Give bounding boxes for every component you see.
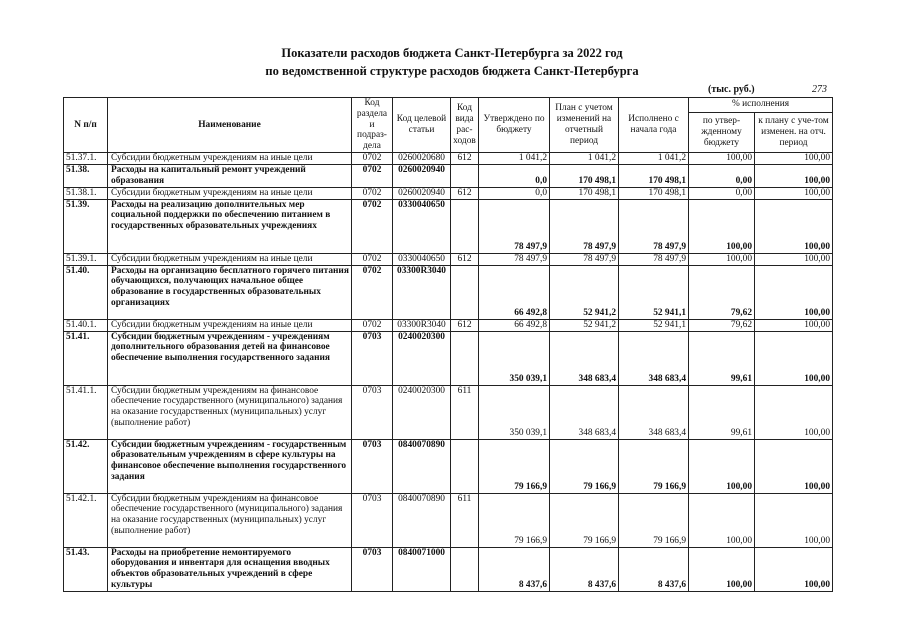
row-plan: 78 497,9 <box>550 253 619 265</box>
col-pct-plan-header: к плану с уче-том изменен. на отч. период <box>755 112 833 152</box>
row-pct-approved: 79,62 <box>689 319 755 331</box>
report-subtitle: по ведомственной структуре расходов бюджета Санкт-Петербурга <box>265 64 639 78</box>
row-target-code: 0240020300 <box>393 331 451 385</box>
row-plan: 78 497,9 <box>550 199 619 253</box>
row-approved: 0,0 <box>479 164 550 187</box>
row-executed: 1 041,2 <box>619 152 689 164</box>
row-pct-plan: 100,00 <box>755 439 833 493</box>
row-expense-code: 612 <box>451 152 479 164</box>
table-row <box>64 253 833 265</box>
row-section-code: 0702 <box>352 152 393 164</box>
row-plan: 79 166,9 <box>550 439 619 493</box>
row-name: Субсидии бюджетным учреждениям на иные цели <box>108 319 352 331</box>
row-approved: 79 166,9 <box>479 439 550 493</box>
row-expense-code: 612 <box>451 253 479 265</box>
row-expense-code: 612 <box>451 319 479 331</box>
row-number: 51.43. <box>64 547 108 591</box>
row-executed: 78 497,9 <box>619 199 689 253</box>
row-plan: 1 041,2 <box>550 152 619 164</box>
row-pct-plan: 100,00 <box>755 152 833 164</box>
col-num-header: N п/п <box>64 98 108 153</box>
row-plan: 348 683,4 <box>550 331 619 385</box>
row-number: 51.40.1. <box>64 319 108 331</box>
row-target-code: 0330040650 <box>393 253 451 265</box>
row-approved: 78 497,9 <box>479 253 550 265</box>
row-pct-plan: 100,00 <box>755 265 833 319</box>
row-section-code: 0702 <box>352 265 393 319</box>
row-number: 51.37.1. <box>64 152 108 164</box>
row-pct-approved: 79,62 <box>689 265 755 319</box>
row-plan: 52 941,2 <box>550 319 619 331</box>
row-pct-approved: 100,00 <box>689 152 755 164</box>
table-row <box>64 439 833 493</box>
col-percent-group-header: % исполнения <box>689 98 833 113</box>
row-expense-code <box>451 331 479 385</box>
row-plan: 52 941,2 <box>550 265 619 319</box>
row-name: Субсидии бюджетным учреждениям на иные цели <box>108 152 352 164</box>
page-number: 273 <box>812 84 827 95</box>
row-executed: 79 166,9 <box>619 493 689 547</box>
row-plan: 170 498,1 <box>550 164 619 187</box>
row-section-code: 0702 <box>352 319 393 331</box>
row-expense-code: 611 <box>451 385 479 439</box>
row-pct-approved: 99,61 <box>689 385 755 439</box>
row-pct-approved: 100,00 <box>689 547 755 591</box>
row-pct-approved: 0,00 <box>689 164 755 187</box>
row-plan: 348 683,4 <box>550 385 619 439</box>
row-section-code: 0703 <box>352 331 393 385</box>
row-target-code: 03300R3040 <box>393 319 451 331</box>
row-expense-code <box>451 199 479 253</box>
row-approved: 66 492,8 <box>479 319 550 331</box>
col-plan-header: План с учетом изменений на отчетный период <box>550 98 619 153</box>
row-target-code: 0840070890 <box>393 439 451 493</box>
row-section-code: 0703 <box>352 385 393 439</box>
col-approved-header: Утверждено по бюджету <box>479 98 550 153</box>
row-pct-plan: 100,00 <box>755 547 833 591</box>
row-name: Субсидии бюджетным учреждениям на финансовое обеспечение государственного (муниципального) задания на оказание государственных (муниципальных) услуг (выполнение работ) <box>108 385 352 439</box>
row-expense-code <box>451 547 479 591</box>
row-target-code: 0260020680 <box>393 152 451 164</box>
row-pct-approved: 100,00 <box>689 199 755 253</box>
row-executed: 79 166,9 <box>619 439 689 493</box>
row-number: 51.39. <box>64 199 108 253</box>
col-section-header: Код раздела и подраз-дела <box>352 98 393 153</box>
row-section-code: 0702 <box>352 253 393 265</box>
row-expense-code <box>451 265 479 319</box>
table-row <box>64 164 833 187</box>
row-name: Субсидии бюджетным учреждениям на иные цели <box>108 253 352 265</box>
row-pct-approved: 100,00 <box>689 253 755 265</box>
row-pct-approved: 99,61 <box>689 331 755 385</box>
row-pct-plan: 100,00 <box>755 331 833 385</box>
row-target-code: 0840071000 <box>393 547 451 591</box>
row-pct-plan: 100,00 <box>755 319 833 331</box>
row-section-code: 0703 <box>352 439 393 493</box>
row-number: 51.38. <box>64 164 108 187</box>
table-row <box>64 385 833 439</box>
row-pct-plan: 100,00 <box>755 385 833 439</box>
row-number: 51.39.1. <box>64 253 108 265</box>
row-number: 51.42.1. <box>64 493 108 547</box>
row-executed: 78 497,9 <box>619 253 689 265</box>
row-expense-code: 612 <box>451 187 479 199</box>
row-target-code: 0260020940 <box>393 187 451 199</box>
row-executed: 170 498,1 <box>619 164 689 187</box>
row-name: Расходы на организацию бесплатного горячего питания обучающихся, получающих начальное общее образование в государственных образовательных организациях <box>108 265 352 319</box>
row-section-code: 0702 <box>352 164 393 187</box>
row-plan: 79 166,9 <box>550 493 619 547</box>
row-approved: 0,0 <box>479 187 550 199</box>
row-approved: 78 497,9 <box>479 199 550 253</box>
row-plan: 8 437,6 <box>550 547 619 591</box>
row-section-code: 0703 <box>352 547 393 591</box>
table-row <box>64 547 833 591</box>
row-section-code: 0702 <box>352 199 393 253</box>
row-pct-approved: 0,00 <box>689 187 755 199</box>
row-number: 51.41.1. <box>64 385 108 439</box>
units-label: (тыс. руб.) <box>708 84 755 95</box>
row-executed: 170 498,1 <box>619 187 689 199</box>
row-pct-plan: 100,00 <box>755 187 833 199</box>
row-approved: 350 039,1 <box>479 385 550 439</box>
row-approved: 350 039,1 <box>479 331 550 385</box>
col-target-header: Код целевой статьи <box>393 98 451 153</box>
row-executed: 348 683,4 <box>619 385 689 439</box>
row-name: Расходы на капитальный ремонт учреждений образования <box>108 164 352 187</box>
row-approved: 8 437,6 <box>479 547 550 591</box>
col-pct-approved-header: по утвер-жденному бюджету <box>689 112 755 152</box>
row-section-code: 0702 <box>352 187 393 199</box>
row-name: Субсидии бюджетным учреждениям - государственным образовательным учреждениям в сфере культуры на финансовое обеспечение выполнения государственного задания <box>108 439 352 493</box>
row-target-code: 03300R3040 <box>393 265 451 319</box>
row-pct-plan: 100,00 <box>755 253 833 265</box>
col-executed-header: Исполнено с начала года <box>619 98 689 153</box>
col-name-header: Наименование <box>108 98 352 153</box>
table-row <box>64 265 833 319</box>
row-pct-plan: 100,00 <box>755 493 833 547</box>
row-section-code: 0703 <box>352 493 393 547</box>
table-row <box>64 187 833 199</box>
row-executed: 52 941,1 <box>619 319 689 331</box>
table-row <box>64 331 833 385</box>
row-target-code: 0260020940 <box>393 164 451 187</box>
row-name: Расходы на приобретение немонтируемого оборудования и инвентаря для оснащения вводных объектов образовательных учреждений в сфере культуры <box>108 547 352 591</box>
row-approved: 79 166,9 <box>479 493 550 547</box>
row-executed: 8 437,6 <box>619 547 689 591</box>
row-number: 51.38.1. <box>64 187 108 199</box>
row-target-code: 0840070890 <box>393 493 451 547</box>
table-row <box>64 493 833 547</box>
row-executed: 348 683,4 <box>619 331 689 385</box>
row-executed: 52 941,1 <box>619 265 689 319</box>
row-approved: 1 041,2 <box>479 152 550 164</box>
col-expense-header: Код вида рас-ходов <box>451 98 479 153</box>
row-expense-code <box>451 164 479 187</box>
row-name: Субсидии бюджетным учреждениям на финансовое обеспечение государственного (муниципального) задания на оказание государственных (муниципальных) услуг (выполнение работ) <box>108 493 352 547</box>
row-pct-approved: 100,00 <box>689 439 755 493</box>
table-row <box>64 199 833 253</box>
row-name: Субсидии бюджетным учреждениям - учреждениям дополнительного образования детей на финансовое обеспечение выполнения государственного задания <box>108 331 352 385</box>
row-pct-plan: 100,00 <box>755 164 833 187</box>
row-target-code: 0240020300 <box>393 385 451 439</box>
table-row <box>64 152 833 164</box>
row-number: 51.42. <box>64 439 108 493</box>
row-pct-plan: 100,00 <box>755 199 833 253</box>
table-row <box>64 319 833 331</box>
report-title: Показатели расходов бюджета Санкт-Петербурга за 2022 год <box>281 46 623 60</box>
budget-table <box>63 97 833 592</box>
row-pct-approved: 100,00 <box>689 493 755 547</box>
row-expense-code <box>451 439 479 493</box>
row-target-code: 0330040650 <box>393 199 451 253</box>
row-number: 51.40. <box>64 265 108 319</box>
row-name: Расходы на реализацию дополнительных мер социальной поддержки по обеспечению питанием в государственных образовательных учреждениях <box>108 199 352 253</box>
row-name: Субсидии бюджетным учреждениям на иные цели <box>108 187 352 199</box>
row-plan: 170 498,1 <box>550 187 619 199</box>
row-number: 51.41. <box>64 331 108 385</box>
row-approved: 66 492,8 <box>479 265 550 319</box>
row-expense-code: 611 <box>451 493 479 547</box>
